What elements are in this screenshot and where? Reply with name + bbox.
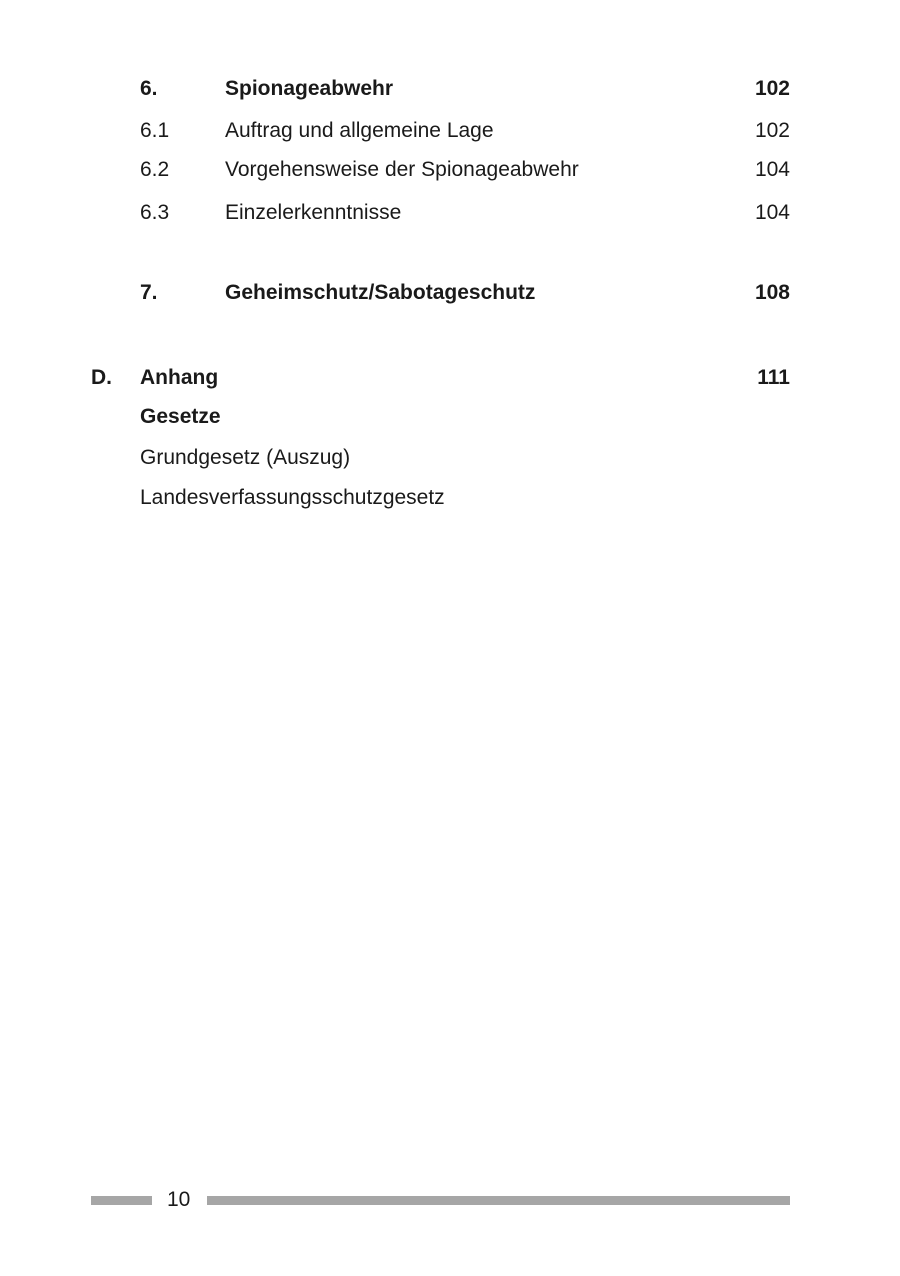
appendix-heading: Gesetze	[140, 405, 221, 428]
section-d-letter: D.	[91, 366, 112, 389]
footer-rule-right	[207, 1196, 790, 1205]
item-6-2-page: 104	[754, 158, 790, 181]
chapter-7-page: 108	[754, 281, 790, 304]
section-d-page: 111	[757, 366, 790, 389]
item-6-2-number: 6.2	[140, 158, 170, 181]
chapter-6-number: 6.	[140, 77, 158, 100]
item-6-1-title: Auftrag und allgemeine Lage	[225, 119, 494, 142]
item-6-2-title: Vorgehensweise der Spionageabwehr	[225, 158, 579, 181]
page-number: 10	[167, 1188, 191, 1211]
item-6-1-number: 6.1	[140, 119, 170, 142]
chapter-6-page: 102	[754, 77, 790, 100]
footer-rule-left	[91, 1196, 152, 1205]
item-6-1-page: 102	[754, 119, 790, 142]
appendix-item-grundgesetz: Grundgesetz (Auszug)	[140, 446, 351, 469]
chapter-7-title: Geheimschutz/Sabotageschutz	[225, 281, 536, 304]
item-6-3-title: Einzelerkenntnisse	[225, 201, 402, 224]
item-6-3-number: 6.3	[140, 201, 170, 224]
item-6-3-page: 104	[754, 201, 790, 224]
section-d-title: Anhang	[140, 366, 219, 389]
chapter-6-title: Spionageabwehr	[225, 77, 394, 100]
chapter-7-number: 7.	[140, 281, 158, 304]
appendix-item-landesverfassungsschutzgesetz: Landesverfassungsschutzgesetz	[140, 486, 445, 509]
